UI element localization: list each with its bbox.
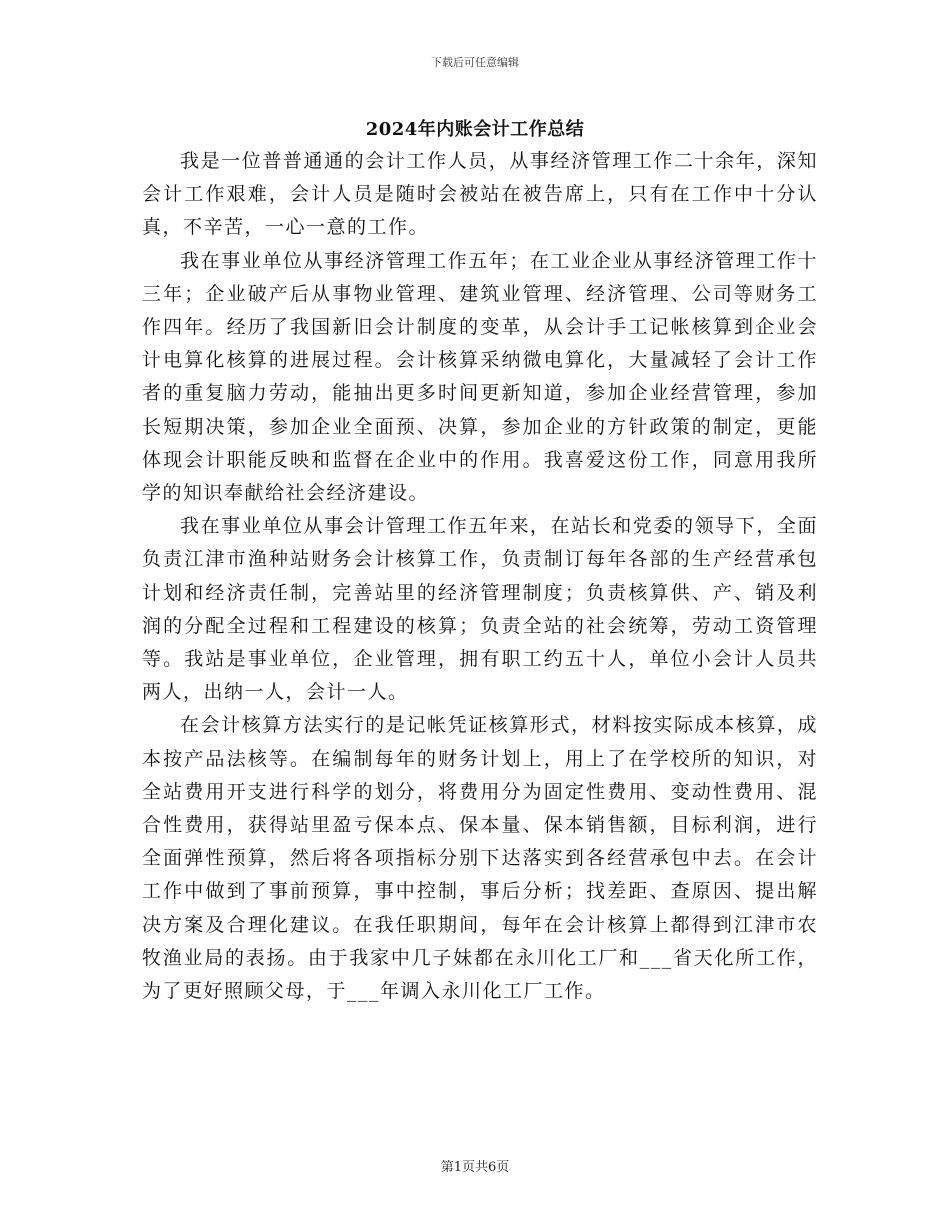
page-number: 第1页共6页 [440,1160,510,1175]
paragraph: 我在事业单位从事经济管理工作五年；在工业企业从事经济管理工作十三年；企业破产后从事物业管理、建筑业管理、经济管理、公司等财务工作四年。经历了我国新旧会计制度的变革，从会计手工记帐核算到企业会计电算化核算的进展过程。会计核算采纳微电算化，大量减轻了会计工作者的重复脑力劳动，能抽出更多时间更新知道，参加企业经营管理，参加长短期决策，参加企业全面预、决算，参加企业的方针政策的制定，更能体现会计职能反映和监督在企业中的作用。我喜爱这份工作，同意用我所学的知识奉献给社会经济建设。 [142,249,818,505]
paragraph: 我是一位普普通通的会计工作人员，从事经济管理工作二十余年，深知会计工作艰难，会计人员是随时会被站在被告席上，只有在工作中十分认真，不辛苦，一心一意的工作。 [142,150,818,239]
paragraph: 我在事业单位从事会计管理工作五年来，在站长和党委的领导下，全面负责江津市渔种站财务会计核算工作，负责制订每年各部的生产经营承包计划和经济责任制，完善站里的经济管理制度；负责核算供、产、销及利润的分配全过程和工程建设的核算；负责全站的社会统筹，劳动工资管理等。我站是事业单位，企业管理，拥有职工约五十人，单位小会计人员共两人，出纳一人，会计一人。 [142,515,818,704]
document-title: 2024年内账会计工作总结 [365,119,585,140]
header-note: 下载后可任意编辑 [431,56,519,69]
document-body [142,145,818,1008]
paragraph: 在会计核算方法实行的是记帐凭证核算形式，材料按实际成本核算，成本按产品法核等。在编制每年的财务计划上，用上了在学校所的知识，对全站费用开支进行科学的划分，将费用分为固定性费用、变动性费用、混合性费用，获得站里盈亏保本点、保本量、保本销售额，目标利润，进行全面弹性预算，然后将各项指标分别下达落实到各经营承包中去。在会计工作中做到了事前预算，事中控制，事后分析；找差距、查原因、提出解决方案及合理化建议。在我任职期间，每年在会计核算上都得到江津市农牧渔业局的表扬。由于我家中几子妹都在永川化工厂和___省天化所工作，为了更好照顾父母，于___年调入永川化工厂工作。 [142,714,818,1003]
